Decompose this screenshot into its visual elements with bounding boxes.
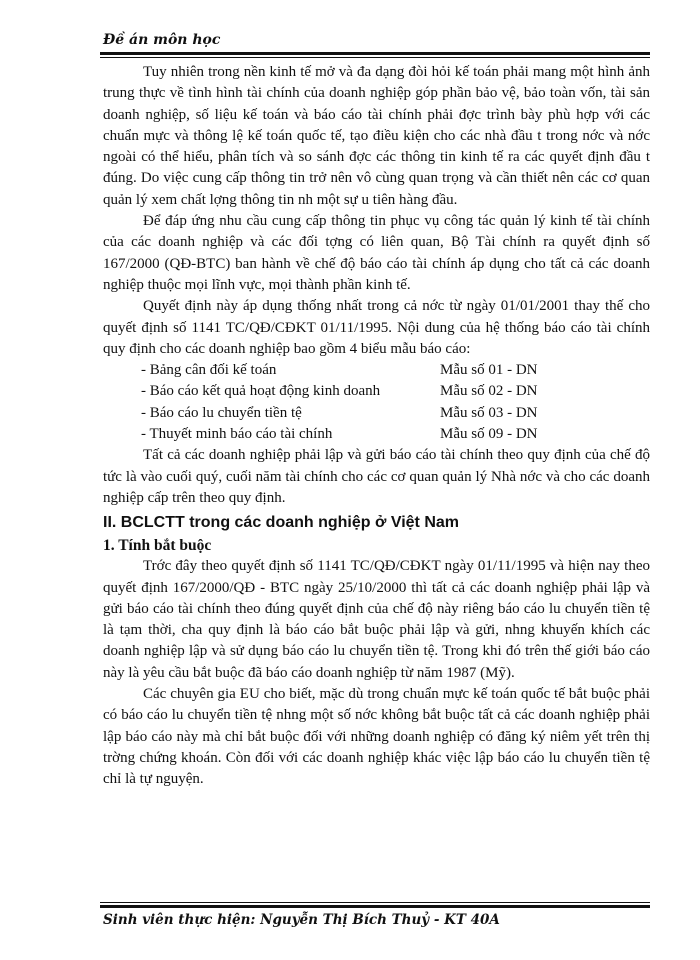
paragraph: Trớc đây theo quyết định số 1141 TC/QĐ/CĐKT ngày 01/11/1995 và hiện nay theo quyết định 167/2000/QĐ - BTC ngày 25/10/2000 thì tất cả các doanh nghiệp phải lập và gửi báo cáo tài chính theo đúng quyết định của chế độ này riêng báo cáo lu chuyển tiền tệ là tạm thời, cha quy định là báo cáo bắt buộc phải lập và gửi, nhng khuyến khích các doanh nghiệp lập và sử dụng báo cáo lu chuyển tiền tệ. Trong khi đó trên thế giới báo cáo này là yêu cầu bắt buộc đã báo cáo doanh nghiệp từ năm 1987 (Mỹ). <box>103 558 650 681</box>
form-code: Mẫu số 02 - DN <box>440 383 538 400</box>
list-item <box>103 360 650 381</box>
paragraph: Tuy nhiên trong nền kinh tế mở và đa dạng đòi hỏi kế toán phải mang một hình ảnh trung thực về tình hình tài chính của doanh nghiệp góp phần bảo vệ, bảo toàn vốn, tài sản doanh nghiệp, số liệu kế toán và báo cáo tài chính phải đợc trình bày phù hợp với các chuẩn mực và thông lệ kế toán quốc tế, tạo điều kiện cho các nhà đầu t trong nớc và nớc ngoài có thể hiểu, phân tích và so sánh đợc các thông tin kinh tế ra các quyết định đầu t đúng. Do việc cung cấp thông tin trở nên vô cùng quan trọng và cần thiết nên các cơ quan quản lý xem chất lợng thông tin nh một sự u tiên hàng đầu. <box>103 64 650 208</box>
footer-rule <box>100 905 650 908</box>
report-forms-list <box>103 360 650 445</box>
form-code: Mẫu số 01 - DN <box>440 362 538 379</box>
form-name: - Bảng cân đối kế toán <box>141 362 277 379</box>
paragraph: Tất cả các doanh nghiệp phải lập và gửi báo cáo tài chính theo quy định của chế độ tức là vào cuối quý, cuối năm tài chính cho các cơ quan quản lý Nhà nớc và cho các doanh nghiệp cấp trên theo quy định. <box>103 447 650 506</box>
header-title: Đề án môn học <box>103 32 221 48</box>
list-item <box>103 424 650 445</box>
paragraph: Để đáp ứng nhu cầu cung cấp thông tin phục vụ công tác quản lý kinh tế tài chính của các doanh nghiệp và các đối tợng có liên quan, Bộ Tài chính ra quyết định số 167/2000 (QĐ-BTC) ban hành về chế độ báo cáo tài chính áp dụng cho tất cả các doanh nghiệp thuộc mọi lĩnh vực, mọi thành phần kinh tế. <box>103 213 650 293</box>
form-code: Mẫu số 03 - DN <box>440 404 538 421</box>
paragraph: Quyết định này áp dụng thống nhất trong cả nớc từ ngày 01/01/2001 thay thế cho quyết định số 1141 TC/QĐ/CĐKT 01/11/1995. Nội dung của hệ thống báo cáo tài chính quy định cho các doanh nghiệp bao gồm 4 biểu mẫu báo cáo: <box>103 298 650 357</box>
form-name: - Thuyết minh báo cáo tài chính <box>141 426 333 443</box>
list-item <box>103 381 650 402</box>
list-item <box>103 403 650 424</box>
footer-rule-thin <box>100 902 650 903</box>
header-rule-thin <box>100 57 650 58</box>
document-body <box>103 62 650 791</box>
form-code: Mẫu số 09 - DN <box>440 426 538 443</box>
form-name: - Báo cáo lu chuyển tiền tệ <box>141 404 302 421</box>
paragraph: Các chuyên gia EU cho biết, mặc dù trong chuẩn mực kế toán quốc tế bắt buộc phải có báo cáo lu chuyển tiền tệ nhng một số nớc không bắt buộc tất cả các doanh nghiệp phải lập báo cáo này mà chỉ bắt buộc đối với những doanh nghiệp có đăng ký niêm yết trên thị trờng chứng khoán. Còn đối với các doanh nghiệp khác việc lập báo cáo lu chuyển tiền tệ chỉ là tự nguyện. <box>103 686 650 788</box>
form-name: - Báo cáo kết quả hoạt động kinh doanh <box>141 383 381 400</box>
footer-author: Sinh viên thực hiện: Nguyễn Thị Bích Thuỷ - KT 40A <box>103 912 500 928</box>
section-heading: II. BCLCTT trong các doanh nghiệp ở Việt Nam <box>103 514 459 532</box>
header-rule <box>100 52 650 55</box>
subsection-heading: 1. Tính bắt buộc <box>103 537 212 555</box>
